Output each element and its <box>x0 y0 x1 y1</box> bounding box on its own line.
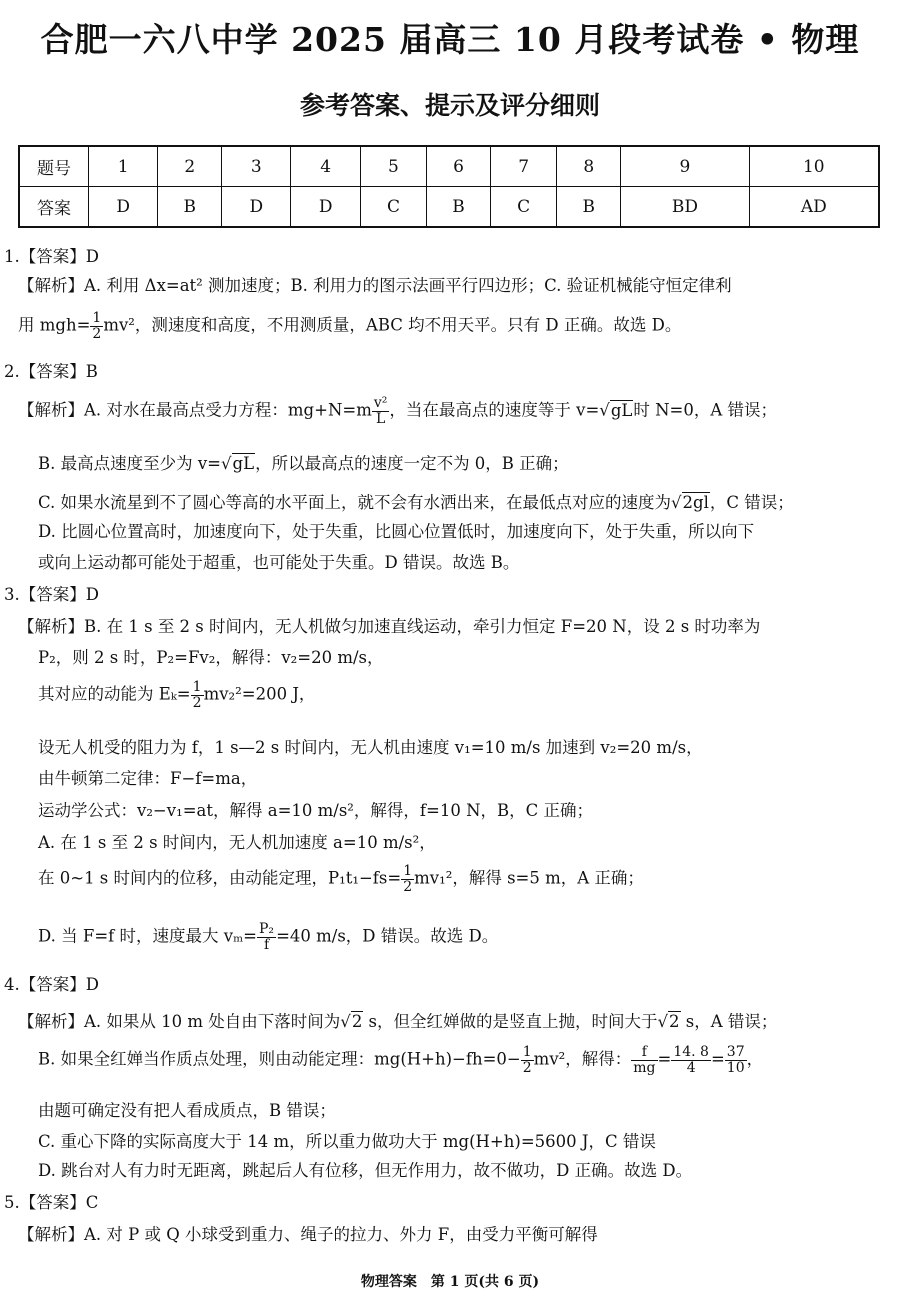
q1-analysis-line: 用 mgh= $\frac{1}{2}$ mv²，测速度和高度，不用测质量，ABC 均不用天平。只有 D 正确。故选 D。 <box>18 310 682 342</box>
question-number: 4 <box>291 146 360 187</box>
question-number: 10 <box>749 146 879 187</box>
question-number: 8 <box>557 146 621 187</box>
page-title: 合肥一六八中学 2025 届高三 10 月段考试卷 • 物理 <box>40 20 860 59</box>
q3-analysis-line: D. 当 F=f 时，速度最大 vₘ= $\frac{\text{P₂}}{f}$ =40 m/s，D 错误。故选 D。 <box>38 921 499 953</box>
q4-analysis-line: B. 如果全红婵当作质点处理，则由动能定理：mg(H+h)−fh=0− $\frac{1}{2}$ mv²，解得： $\frac{f}{mg}$ = $\frac{14. 8}{4}$ = $\frac{37}{10}$ ， <box>38 1044 764 1076</box>
q5-header: 5.【答案】C <box>4 1193 99 1212</box>
answer-cell: C <box>491 187 557 228</box>
answer-cell: C <box>360 187 426 228</box>
q1-header: 1.【答案】D <box>4 247 99 266</box>
fraction: $\frac{f}{mg}$ <box>633 1044 656 1076</box>
fraction: $\frac{1}{2}$ <box>403 863 413 895</box>
answer-cell: B <box>427 187 491 228</box>
fraction: $\frac{\text{P₂}}{f}$ <box>259 921 275 953</box>
q2-analysis-line: 【解析】A. 对水在最高点受力方程：mg+N=m $\frac{\text{v²}}{L}$ ，当在最高点的速度等于 v=√gL时 N=0，A 错误； <box>18 395 778 427</box>
fraction: $\frac{1}{2}$ <box>192 679 202 711</box>
q2-analysis-line: B. 最高点速度至少为 v=√gL，所以最高点的速度一定不为 0，B 正确； <box>38 454 569 473</box>
answer-row <box>19 187 879 228</box>
answer-table <box>18 145 880 228</box>
answer-cell: B <box>158 187 222 228</box>
answer-cell: D <box>222 187 291 228</box>
q5-analysis-line: 【解析】A. 对 P 或 Q 小球受到重力、绳子的拉力、外力 F，由受力平衡可解得 <box>18 1225 598 1244</box>
q3-analysis-line: 设无人机受的阻力为 f，1 s—2 s 时间内，无人机由速度 v₁=10 m/s 加速到 v₂=20 m/s， <box>38 738 703 757</box>
q2-analysis-line: C. 如果水流星到不了圆心等高的水平面上，就不会有水洒出来，在最低点对应的速度为√2gl，C 错误； <box>38 493 794 512</box>
row-label: 题号 <box>19 146 89 187</box>
question-number: 7 <box>491 146 557 187</box>
question-number: 5 <box>360 146 426 187</box>
page-footer: 物理答案 第 1 页(共 6 页) <box>360 1274 540 1290</box>
page-subtitle: 参考答案、提示及评分细则 <box>299 91 600 120</box>
q2-header: 2.【答案】B <box>4 362 98 381</box>
question-number: 3 <box>222 146 291 187</box>
fraction: $\frac{14. 8}{4}$ <box>673 1044 709 1076</box>
fraction: $\frac{37}{10}$ <box>726 1044 745 1076</box>
question-number: 9 <box>621 146 749 187</box>
answer-cell: AD <box>749 187 879 228</box>
answer-cell: BD <box>621 187 749 228</box>
q2-analysis-line: D. 比圆心位置高时，加速度向下，处于失重，比圆心位置低时，加速度向下，处于失重，所以向下 <box>38 522 755 541</box>
q3-analysis-line: 其对应的动能为 Eₖ= $\frac{1}{2}$ mv₂²=200 J， <box>38 679 316 711</box>
q3-header: 3.【答案】D <box>4 585 99 604</box>
q4-analysis-line: C. 重心下降的实际高度大于 14 m，所以重力做功大于 mg(H+h)=5600 J，C 错误 <box>38 1132 656 1151</box>
fraction: $\frac{1}{2}$ <box>92 310 102 342</box>
question-number: 1 <box>89 146 158 187</box>
q3-analysis-line: 由牛顿第二定律：F−f=ma， <box>38 769 258 788</box>
q3-analysis-line: A. 在 1 s 至 2 s 时间内，无人机加速度 a=10 m/s²， <box>38 833 436 852</box>
q4-header: 4.【答案】D <box>4 975 99 994</box>
question-number-row <box>19 146 879 187</box>
q3-analysis-line: 在 0~1 s 时间内的位移，由动能定理，P₁t₁−fs= $\frac{1}{2}$ mv₁²，解得 s=5 m，A 正确； <box>38 863 644 895</box>
row-label: 答案 <box>19 187 89 228</box>
question-number: 2 <box>158 146 222 187</box>
q3-analysis-line: 运动学公式：v₂−v₁=at，解得 a=10 m/s²，解得，f=10 N，B，C 正确； <box>38 801 594 820</box>
q4-analysis-line: D. 跳台对人有力时无距离，跳起后人有位移，但无作用力，故不做功，D 正确。故选 D。 <box>38 1161 693 1180</box>
q1-analysis-line: 【解析】A. 利用 Δx=at² 测加速度；B. 利用力的图示法画平行四边形；C. 验证机械能守恒定律利 <box>18 276 732 295</box>
question-number: 6 <box>427 146 491 187</box>
answer-cell: B <box>557 187 621 228</box>
answer-cell: D <box>89 187 158 228</box>
q2-analysis-line: 或向上运动都可能处于超重，也可能处于失重。D 错误。故选 B。 <box>38 553 520 572</box>
q3-analysis-line: 【解析】B. 在 1 s 至 2 s 时间内，无人机做匀加速直线运动，牵引力恒定 F=20 N，设 2 s 时功率为 <box>18 617 761 636</box>
q3-analysis-line: P₂，则 2 s 时，P₂=Fv₂，解得：v₂=20 m/s， <box>38 648 384 667</box>
fraction: $\frac{1}{2}$ <box>522 1044 532 1076</box>
answer-cell: D <box>291 187 360 228</box>
fraction: $\frac{\text{v²}}{L}$ <box>373 395 388 427</box>
q4-analysis-line: 【解析】A. 如果从 10 m 处自由下落时间为√2 s，但全红婵做的是竖直上抛，时间大于√2 s，A 错误； <box>18 1012 778 1031</box>
q4-analysis-line: 由题可确定没有把人看成质点，B 错误； <box>38 1101 336 1120</box>
